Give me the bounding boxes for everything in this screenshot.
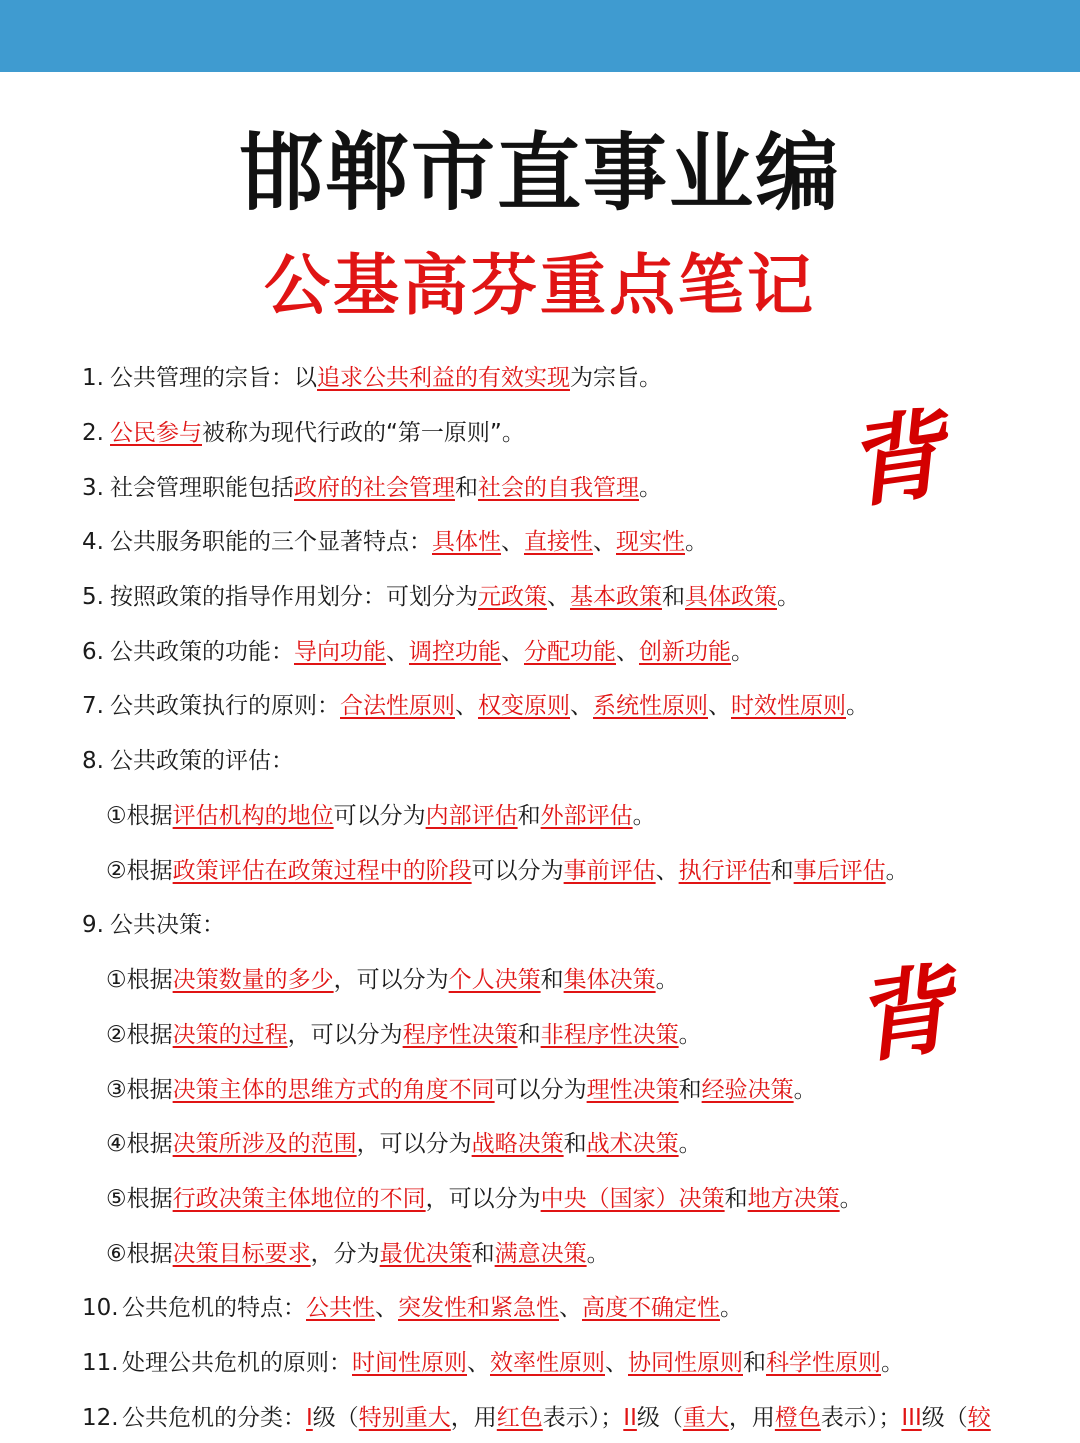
page-subtitle: 公基高芬重点笔记	[264, 246, 816, 324]
note-item: 1. 公共管理的宗旨：以追求公共利益的有效实现为宗旨。	[82, 365, 662, 391]
note-subitem: ⑤根据行政决策主体地位的不同，可以分为中央（国家）决策和地方决策。	[106, 1186, 863, 1212]
page-title: 邯郸市直事业编	[238, 123, 841, 222]
note-subitem: ②根据政策评估在政策过程中的阶段可以分为事前评估、执行评估和事后评估。	[106, 858, 909, 884]
note-item: 6. 公共政策的功能：导向功能、调控功能、分配功能、创新功能。	[82, 639, 754, 665]
note-item: 5. 按照政策的指导作用划分：可划分为元政策、基本政策和具体政策。	[82, 584, 800, 610]
note-item: 10. 公共危机的特点：公共性、突发性和紧急性、高度不确定性。	[82, 1295, 743, 1321]
recite-stamp-2: 背	[847, 951, 959, 1078]
note-subitem: ②根据决策的过程，可以分为程序性决策和非程序性决策。	[106, 1022, 702, 1048]
note-subitem: ①根据评估机构的地位可以分为内部评估和外部评估。	[106, 803, 656, 829]
note-item: 4. 公共服务职能的三个显著特点：具体性、直接性、现实性。	[82, 529, 708, 555]
recite-stamp-1: 背	[839, 396, 951, 523]
note-item: 9. 公共决策：	[82, 912, 225, 938]
note-item: 8. 公共政策的评估：	[82, 748, 294, 774]
note-subitem: ①根据决策数量的多少，可以分为个人决策和集体决策。	[106, 967, 679, 993]
note-item: 11. 处理公共危机的原则：时间性原则、效率性原则、协同性原则和科学性原则。	[82, 1350, 904, 1376]
note-item: 2. 公民参与被称为现代行政的“第一原则”。	[82, 420, 525, 446]
note-subitem: ③根据决策主体的思维方式的角度不同可以分为理性决策和经验决策。	[106, 1077, 817, 1103]
note-subitem: ⑥根据决策目标要求，分为最优决策和满意决策。	[106, 1241, 610, 1267]
note-item: 3. 社会管理职能包括政府的社会管理和社会的自我管理。	[82, 475, 662, 501]
top-banner	[0, 0, 1080, 72]
note-subitem: ④根据决策所涉及的范围，可以分为战略决策和战术决策。	[106, 1131, 702, 1157]
note-item: 12. 公共危机的分类：I级（特别重大，用红色表示）；II级（重大，用橙色表示）；III级（较	[82, 1405, 991, 1431]
note-item: 7. 公共政策执行的原则：合法性原则、权变原则、系统性原则、时效性原则。	[82, 693, 869, 719]
